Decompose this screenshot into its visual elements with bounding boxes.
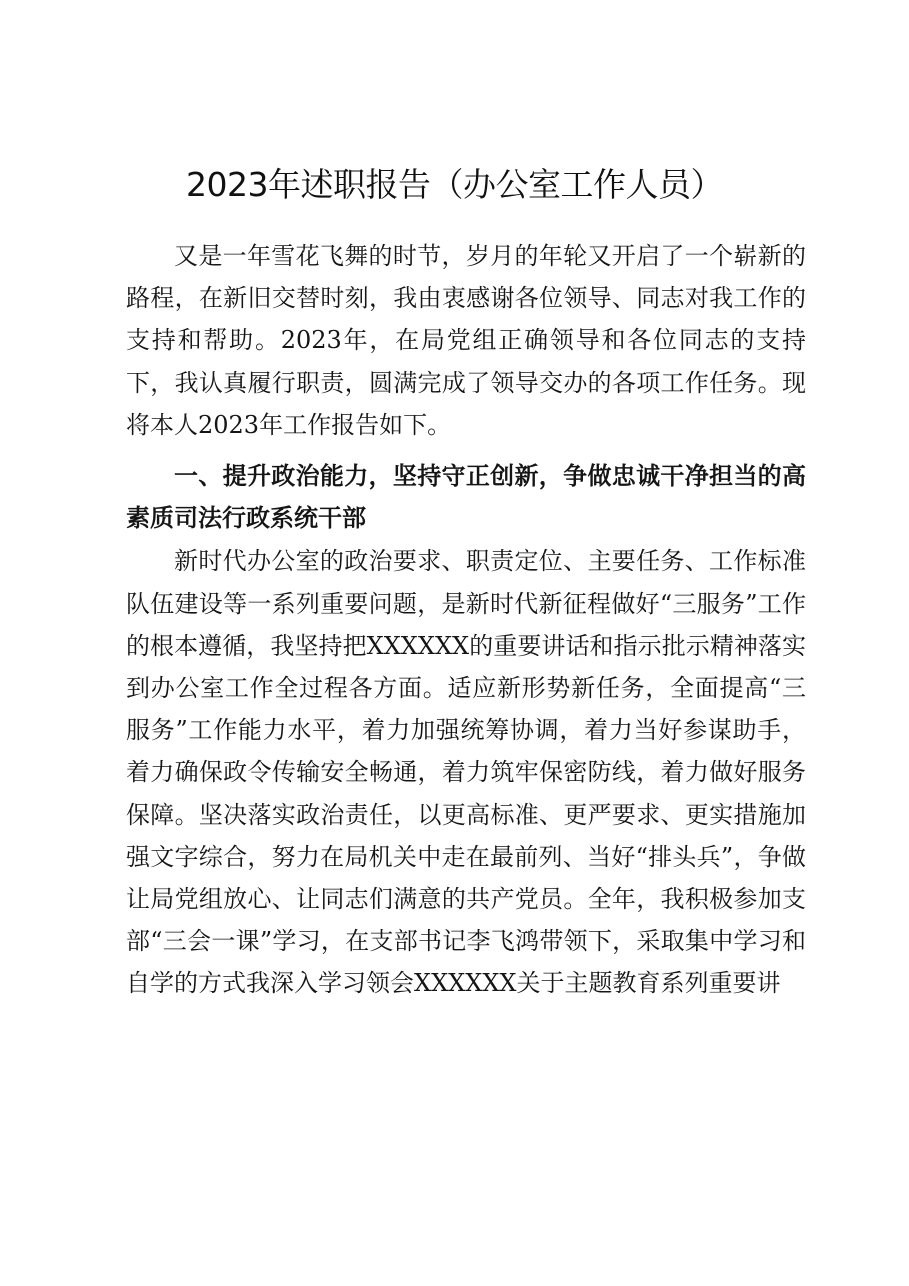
document-body xyxy=(126,235,806,1005)
intro-paragraph: 又是一年雪花飞舞的时节，岁月的年轮又开启了一个崭新的路程，在新旧交替时刻，我由衷感谢各位领导、同志对我工作的支持和帮助。2023年，在局党组正确领导和各位同志的支持下，我认真履行职责，圆满完成了领导交办的各项工作任务。现将本人2023年工作报告如下。 xyxy=(126,242,806,439)
section-1-heading: 一、提升政治能力，坚持守正创新，争做忠诚干净担当的高素质司法行政系统干部 xyxy=(126,462,806,533)
document-title: 2023年述职报告（办公室工作人员） xyxy=(186,165,723,204)
section-1-paragraph: 新时代办公室的政治要求、职责定位、主要任务、工作标准队伍建设等一系列重要问题，是新时代新征程做好“三服务”工作的根本遵循，我坚持把XXXXXX的重要讲话和指示批示精神落实到办公室工作全过程各方面。适应新形势新任务，全面提高“三服务”工作能力水平，着力加强统筹协调，着力当好参谋助手，着力确保政令传输安全畅通，着力筑牢保密防线，着力做好服务保障。坚决落实政治责任，以更高标准、更严要求、更实措施加强文字综合，努力在局机关中走在最前列、当好“排头兵”，争做让局党组放心、让同志们满意的共产党员。全年，我积极参加支部“三会一课”学习，在支部书记李飞鸿带领下，采取集中学习和自学的方式我深入学习领会XXXXXX关于主题教育系列重要讲 xyxy=(126,547,806,998)
